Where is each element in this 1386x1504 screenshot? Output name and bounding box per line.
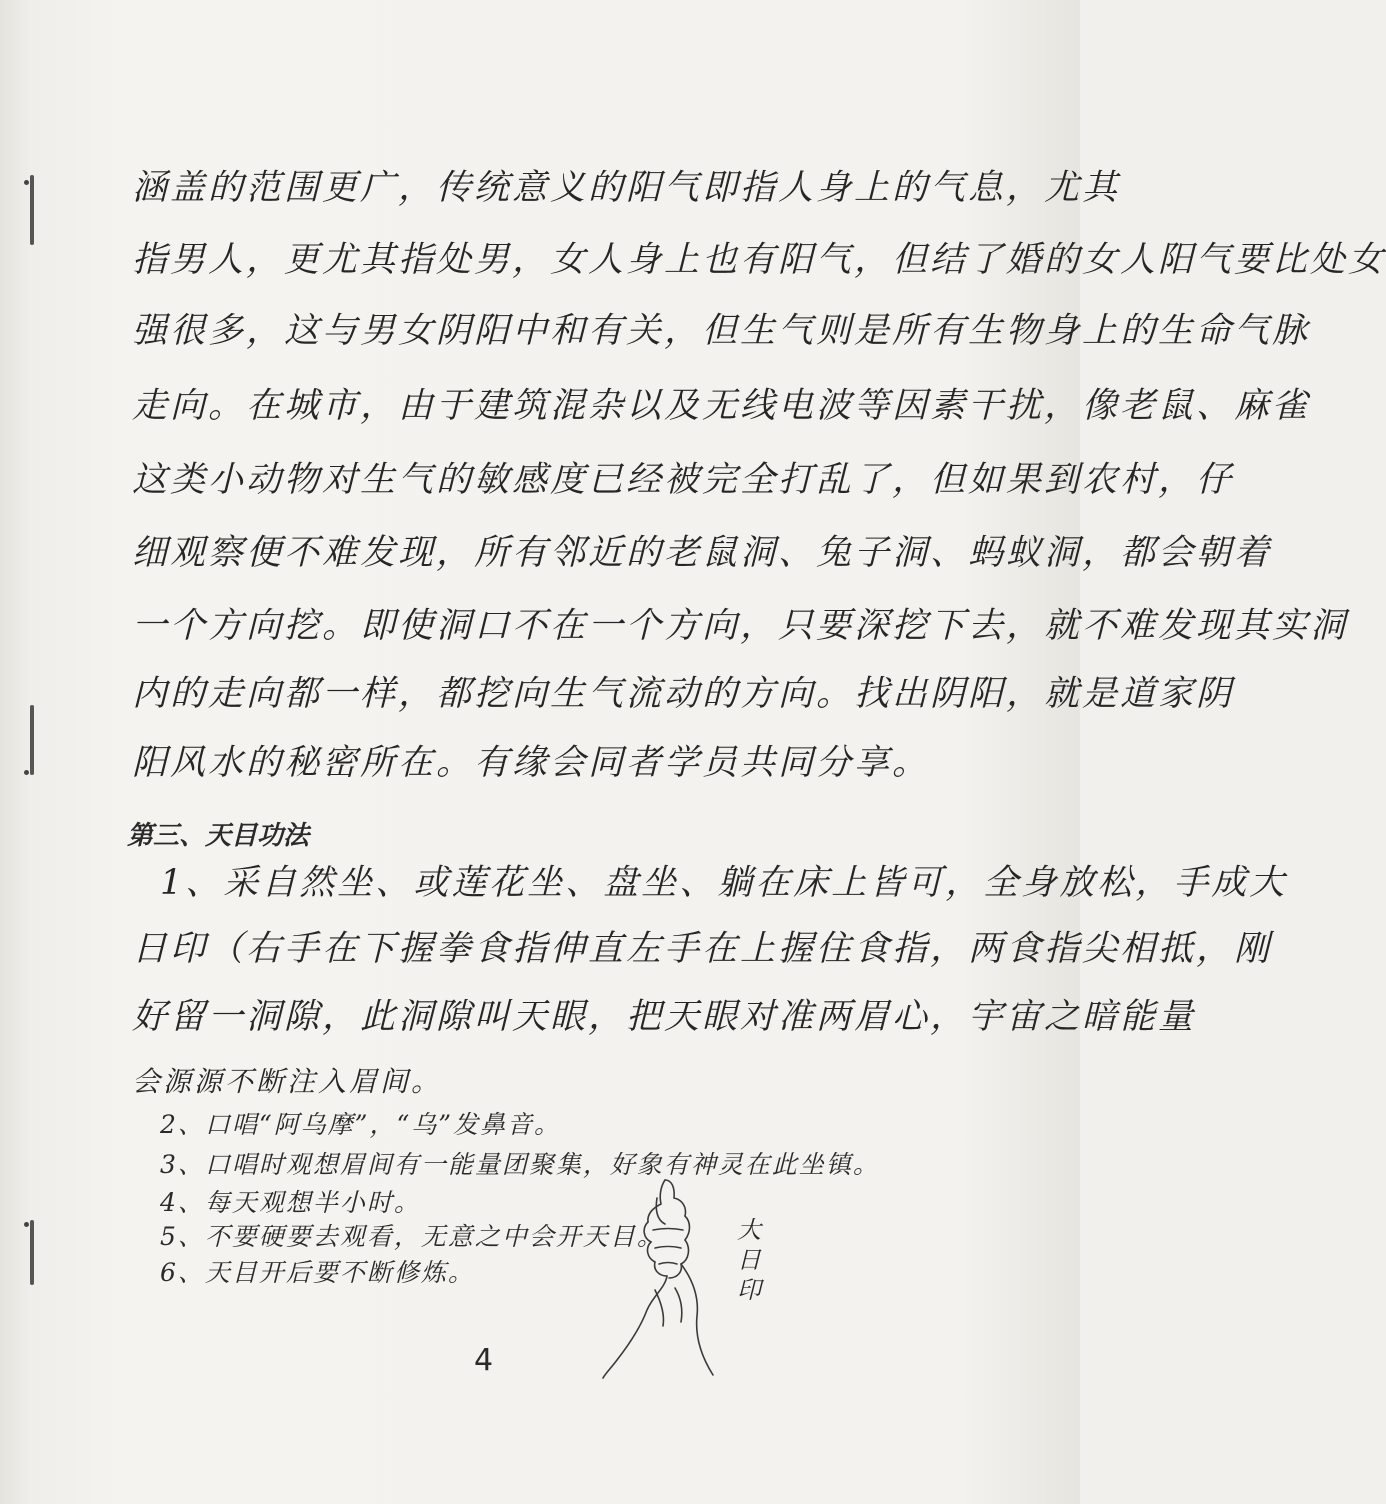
paragraph-line: 涵盖的范围更广，传统意义的阳气即指人身上的气息，尤其 — [132, 168, 1121, 208]
method-step: 2、口唱“阿乌摩”，“乌”发鼻音。 — [160, 1110, 562, 1139]
paragraph-line: 指男人，更尤其指处男，女人身上也有阳气，但结了婚的女人阳气要比处女 — [132, 240, 1386, 280]
method-step: 4、每天观想半小时。 — [160, 1188, 421, 1217]
binding-staple-mark — [30, 1220, 34, 1285]
paragraph-line: 这类小动物对生气的敏感度已经被完全打乱了，但如果到农村，仔 — [132, 460, 1235, 500]
method-line: 好留一洞隙，此洞隙叫天眼，把天眼对准两眉心，宇宙之暗能量 — [132, 997, 1197, 1037]
paragraph-line: 强很多，这与男女阴阳中和有关，但生气则是所有生物身上的生命气脉 — [132, 311, 1311, 351]
method-step: 5、不要硬要去观看，无意之中会开天目。 — [160, 1222, 664, 1251]
binding-staple-mark — [30, 705, 34, 775]
binding-staple-mark — [30, 175, 34, 245]
section-heading: 第三、天目功法 — [127, 821, 310, 851]
paragraph-line: 阳风水的秘密所在。有缘会同者学员共同分享。 — [132, 743, 931, 783]
paragraph-line: 走向。在城市，由于建筑混杂以及无线电波等因素干扰，像老鼠、麻雀 — [132, 386, 1311, 426]
method-step: 3、口唱时观想眉间有一能量团聚集，好象有神灵在此坐镇。 — [160, 1150, 880, 1179]
binding-dot — [24, 770, 29, 775]
binding-dot — [24, 180, 29, 185]
page-number: 4 — [474, 1343, 494, 1378]
method-line: 1、采自然坐、或莲花坐、盘坐、躺在床上皆可，全身放松，手成大 — [160, 863, 1288, 903]
method-step: 6、天目开后要不断修炼。 — [160, 1258, 475, 1287]
method-line: 会源源不断注入眉间。 — [132, 1065, 443, 1098]
paragraph-line: 一个方向挖。即使洞口不在一个方向，只要深挖下去，就不难发现其实洞 — [132, 606, 1349, 646]
binding-dot — [24, 1222, 29, 1227]
mudra-label: 大日印 — [737, 1216, 761, 1304]
method-line: 日印（右手在下握拳食指伸直左手在上握住食指，两食指尖相抵，刚 — [132, 929, 1273, 969]
paragraph-line: 细观察便不难发现，所有邻近的老鼠洞、兔子洞、蚂蚁洞，都会朝着 — [132, 533, 1273, 573]
paragraph-line: 内的走向都一样，都挖向生气流动的方向。找出阴阳，就是道家阴 — [132, 674, 1235, 714]
